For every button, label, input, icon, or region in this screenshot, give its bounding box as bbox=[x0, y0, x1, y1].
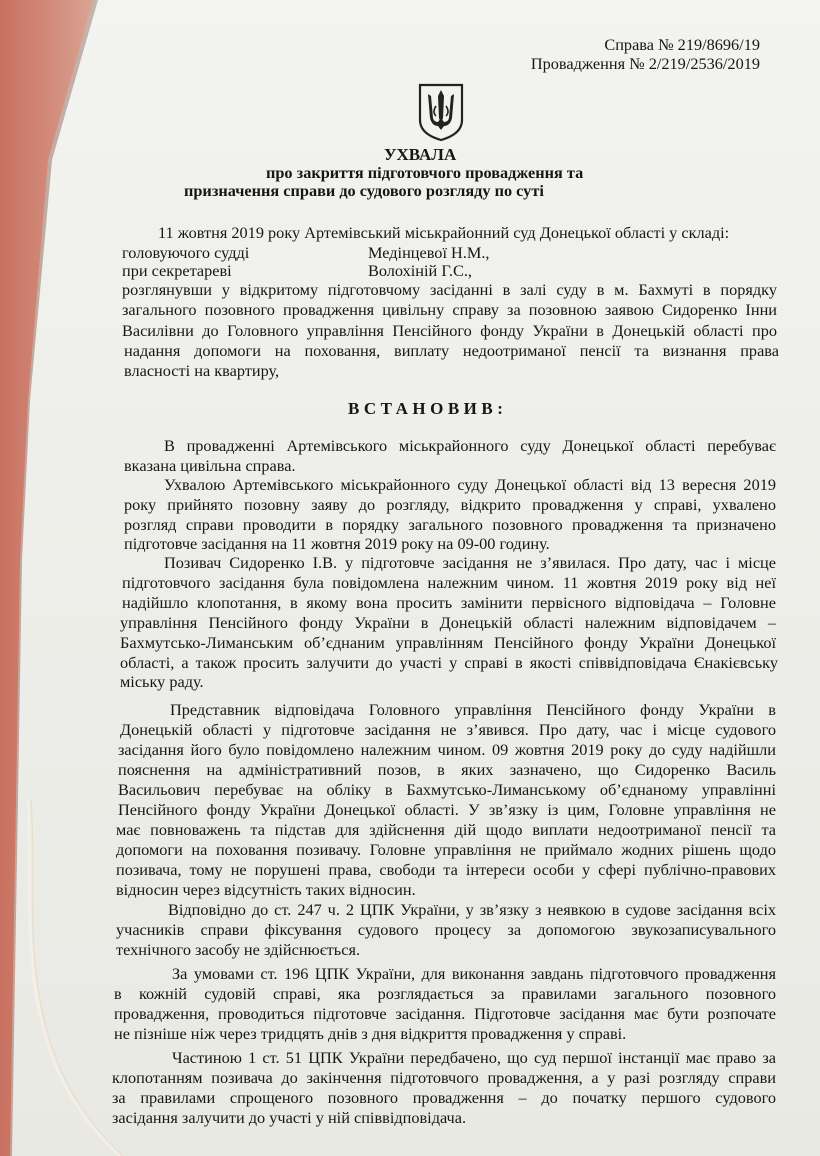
body-line: позивача, тому не порушені права, свободи та інтереси особи у сфері публічно-правових bbox=[116, 860, 776, 879]
document-subtitle-line2: призначення справи до судового розгляду по суті bbox=[184, 181, 544, 200]
body-line: в кожній судовій справі, яка розглядається за правилами загального позовного bbox=[114, 984, 776, 1003]
body-line: провадження, проводиться підготовче засідання. Підготовче засідання має бути розпочате bbox=[114, 1004, 776, 1023]
body-line: пояснення на адміністративний позов, в яких зазначено, що Сидоренко Василь bbox=[118, 760, 776, 779]
body-line: Бахмутсько-Лиманським об’єднаним управлінням Пенсійного фонду України Донецької bbox=[120, 633, 776, 652]
body-line: міську раду. bbox=[120, 672, 204, 691]
body-line: має повноважень та підстав для здійснення дій щодо виплати недоотриманої пенсії та bbox=[116, 820, 776, 839]
case-number: Справа № 219/8696/19 bbox=[604, 35, 760, 54]
body-line: Позивач Сидоренко І.В. у підготовче засідання не з’явилася. Про дату, час і місце bbox=[164, 553, 776, 572]
body-line: Представник відповідача Головного управління Пенсійного фонду України в bbox=[170, 700, 776, 719]
body-line: управління Пенсійного фонду України в Донецькій області належним відповідачем – bbox=[120, 613, 776, 632]
judge-label: головуючого судді bbox=[122, 243, 250, 262]
body-line: вказана цивільна справа. bbox=[124, 456, 296, 475]
intro-date-court: 11 жовтня 2019 року Артемівський міськрайонний суд Донецької області у складі: bbox=[158, 223, 730, 242]
body-line: Частиною 1 ст. 51 ЦПК України передбачено, що суд першої інстанції має право за bbox=[172, 1048, 776, 1067]
proceeding-number: Провадження № 2/219/2536/2019 bbox=[530, 54, 760, 73]
body-line: допомоги на поховання позивачу. Головне управління не приймало жодних рішень щодо bbox=[116, 840, 776, 859]
body-line: Відповідно до ст. 247 ч. 2 ЦПК України, у зв’язку з неявкою в судове засідання всіх bbox=[168, 900, 776, 919]
body-line: підготовче засідання на 11 жовтня 2019 року на 09-00 годину. bbox=[124, 534, 550, 553]
document-subtitle-line1: про закриття підготовчого провадження та bbox=[266, 163, 584, 182]
body-line: В провадженні Артемівського міськрайонного суду Донецької області перебуває bbox=[164, 436, 776, 455]
secretary-label: при секретареві bbox=[122, 261, 232, 280]
judge-name: Медінцевої Н.М., bbox=[368, 243, 490, 262]
intro-line: загального позовного провадження цивільну справу за позовною заявою Сидоренко Інни bbox=[122, 300, 777, 319]
body-line: надійшло клопотання, в якому вона просить замінити первісного відповідача – Головне bbox=[122, 593, 776, 612]
body-line: Ухвалою Артемівського міськрайонного суду Донецької області від 13 вересня 2019 bbox=[164, 475, 776, 494]
body-line: засідання його було повідомлено належним чином. 09 жовтня 2019 року до суду надійшли bbox=[118, 740, 776, 759]
intro-line: Василівни до Головного управління Пенсійного фонду України в Донецькій області про bbox=[122, 321, 777, 340]
body-line: розгляд справи проводити в порядку загального позовного провадження та призначено bbox=[124, 515, 776, 534]
body-line: підготовчого засідання була повідомлена належним чином. 11 жовтня 2019 року від неї bbox=[122, 573, 776, 592]
intro-line: власності на квартиру, bbox=[124, 361, 280, 380]
body-line: області, а також просить залучити до участі у справі в якості співвідповідача Єнакієвську bbox=[120, 653, 778, 672]
body-line: року прийнято позовну заяву до розгляду, відкрито провадження у справі, ухвалено bbox=[124, 495, 776, 514]
body-line: не пізніше ніж через тридцять днів з дня відкриття провадження у справі. bbox=[114, 1024, 627, 1043]
body-line: відносин через відсутність таких відносин. bbox=[116, 880, 416, 899]
coat-of-arms-trident-icon bbox=[416, 82, 466, 142]
intro-line: розглянувши у відкритому підготовчому засіданні в залі суду в м. Бахмуті в порядку bbox=[122, 280, 777, 299]
body-line: Донецькій області у підготовче засідання не з’явився. Про дату, час і місце судового bbox=[120, 720, 776, 739]
body-line: Васильович перебуває на обліку в Бахмутсько-Лиманському об’єднаному управлінні bbox=[118, 780, 776, 799]
intro-line: надання допомоги на поховання, виплату недоотриманої пенсії та визнання права bbox=[124, 341, 779, 360]
body-line: Пенсійного фонду України Донецької області. У зв’язку із цим, Головне управління не bbox=[118, 800, 776, 819]
body-line: технічного засобу не здійснюється. bbox=[116, 940, 361, 959]
section-heading: ВСТАНОВИВ: bbox=[348, 399, 508, 418]
document-title: УХВАЛА bbox=[384, 145, 457, 164]
body-line: За умовами ст. 196 ЦПК України, для виконання завдань підготовчого провадження bbox=[172, 964, 776, 983]
body-line: за правилами спрощеного позовного провадження – до початку першого судового bbox=[112, 1088, 776, 1107]
body-line: клопотанням позивача до закінчення підготовчого провадження, а у разі розгляду справи bbox=[112, 1068, 776, 1087]
body-line: учасників справи фіксування судового процесу за допомогою звукозаписувального bbox=[116, 920, 776, 939]
body-line: засідання залучити до участі у ній співвідповідача. bbox=[112, 1108, 467, 1127]
secretary-name: Волохіній Г.С., bbox=[368, 261, 472, 280]
